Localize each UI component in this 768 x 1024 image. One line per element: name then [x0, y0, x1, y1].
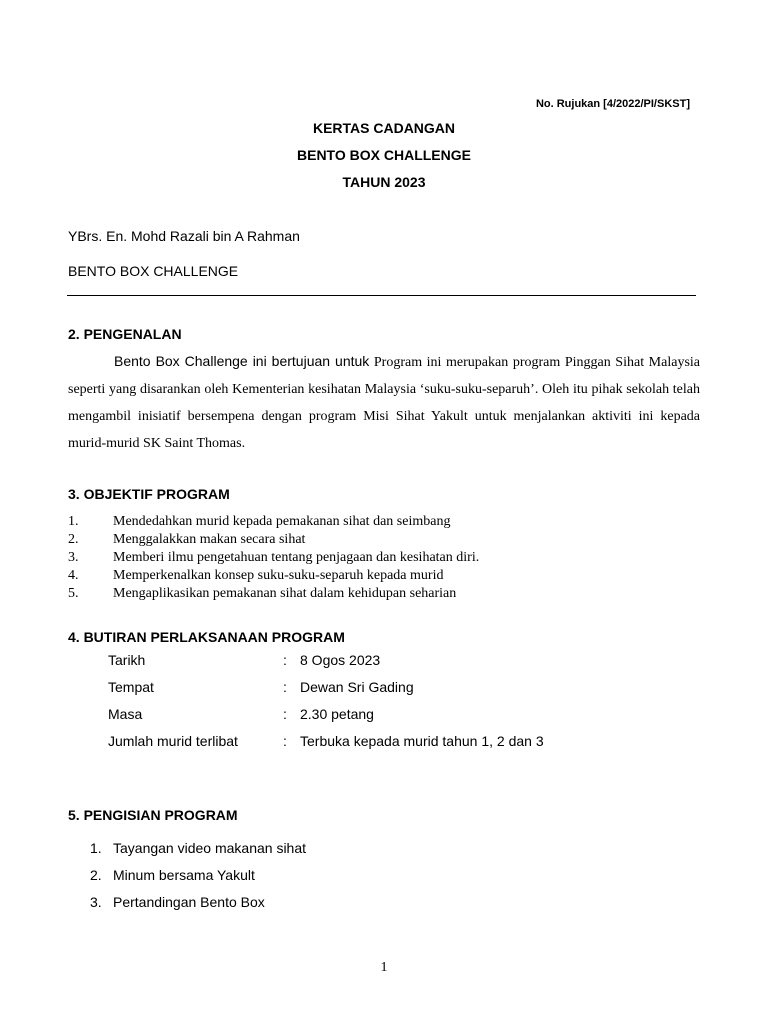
detail-label: Tarikh [108, 652, 146, 668]
section-heading-butiran: 4. BUTIRAN PERLAKSANAAN PROGRAM [68, 629, 345, 645]
list-item [68, 567, 708, 585]
item-number: 3. [68, 550, 79, 565]
list-item [68, 549, 708, 567]
detail-value: Dewan Sri Gading [300, 679, 414, 695]
item-text: Minum bersama Yakult [113, 867, 255, 883]
item-text: Pertandingan Bento Box [113, 894, 265, 910]
document-title: KERTAS CADANGAN [312, 120, 456, 136]
page-number: 1 [380, 960, 388, 975]
section-heading-pengenalan: 2. PENGENALAN [68, 326, 182, 342]
list-item [68, 513, 708, 531]
item-text: Mengaplikasikan pemakanan sihat dalam kehidupan seharian [113, 586, 457, 601]
detail-colon: : [283, 733, 287, 749]
item-number: 4. [68, 568, 79, 583]
detail-colon: : [283, 652, 287, 668]
intro-paragraph [68, 348, 700, 457]
year-title: TAHUN 2023 [342, 174, 426, 190]
item-text: Menggalakkan makan secara sihat [113, 532, 306, 547]
detail-colon: : [283, 706, 287, 722]
divider-line [67, 295, 696, 296]
detail-value: 2.30 petang [300, 706, 374, 722]
item-text: Memperkenalkan konsep suku-suku-separuh kepada murid [113, 568, 444, 583]
item-number: 3. [90, 894, 102, 910]
section-heading-pengisian: 5. PENGISIAN PROGRAM [68, 807, 238, 823]
section-heading-objektif: 3. OBJEKTIF PROGRAM [68, 486, 230, 502]
reference-number: No. Rujukan [4/2022/PI/SKST] [535, 98, 690, 110]
detail-label: Tempat [108, 679, 154, 695]
item-number: 2. [68, 532, 79, 547]
detail-value: 8 Ogos 2023 [300, 652, 381, 668]
item-text: Mendedahkan murid kepada pemakanan sihat dan seimbang [113, 514, 451, 529]
intro-lead: Bento Box Challenge ini bertujuan untuk [114, 353, 370, 369]
program-title: BENTO BOX CHALLENGE [297, 147, 471, 163]
item-text: Tayangan video makanan sihat [113, 840, 307, 856]
subject-line: BENTO BOX CHALLENGE [68, 263, 239, 279]
item-number: 2. [90, 867, 102, 883]
recipient: YBrs. En. Mohd Razali bin A Rahman [68, 228, 300, 244]
item-text: Memberi ilmu pengetahuan tentang penjagaan dan kesihatan diri. [113, 550, 480, 565]
intro-body: Program ini merupakan program Pinggan Sihat Malaysia seperti yang disarankan oleh Kementerian kesihatan Malaysia ‘suku-suku-separuh’. Oleh itu pihak sekolah telah mengambil inisiatif bersempena dengan program Misi Sihat Yakult untuk menjalankan aktiviti ini kepada murid-murid SK Saint Thomas. [68, 355, 700, 451]
list-item [68, 585, 708, 603]
detail-colon: : [283, 679, 287, 695]
objectives-list [68, 513, 708, 603]
detail-label: Jumlah murid terlibat [108, 733, 238, 749]
item-number: 1. [68, 514, 79, 529]
item-number: 5. [68, 586, 79, 601]
detail-value: Terbuka kepada murid tahun 1, 2 dan 3 [300, 733, 544, 749]
item-number: 1. [90, 840, 102, 856]
detail-label: Masa [108, 706, 143, 722]
list-item [68, 531, 708, 549]
